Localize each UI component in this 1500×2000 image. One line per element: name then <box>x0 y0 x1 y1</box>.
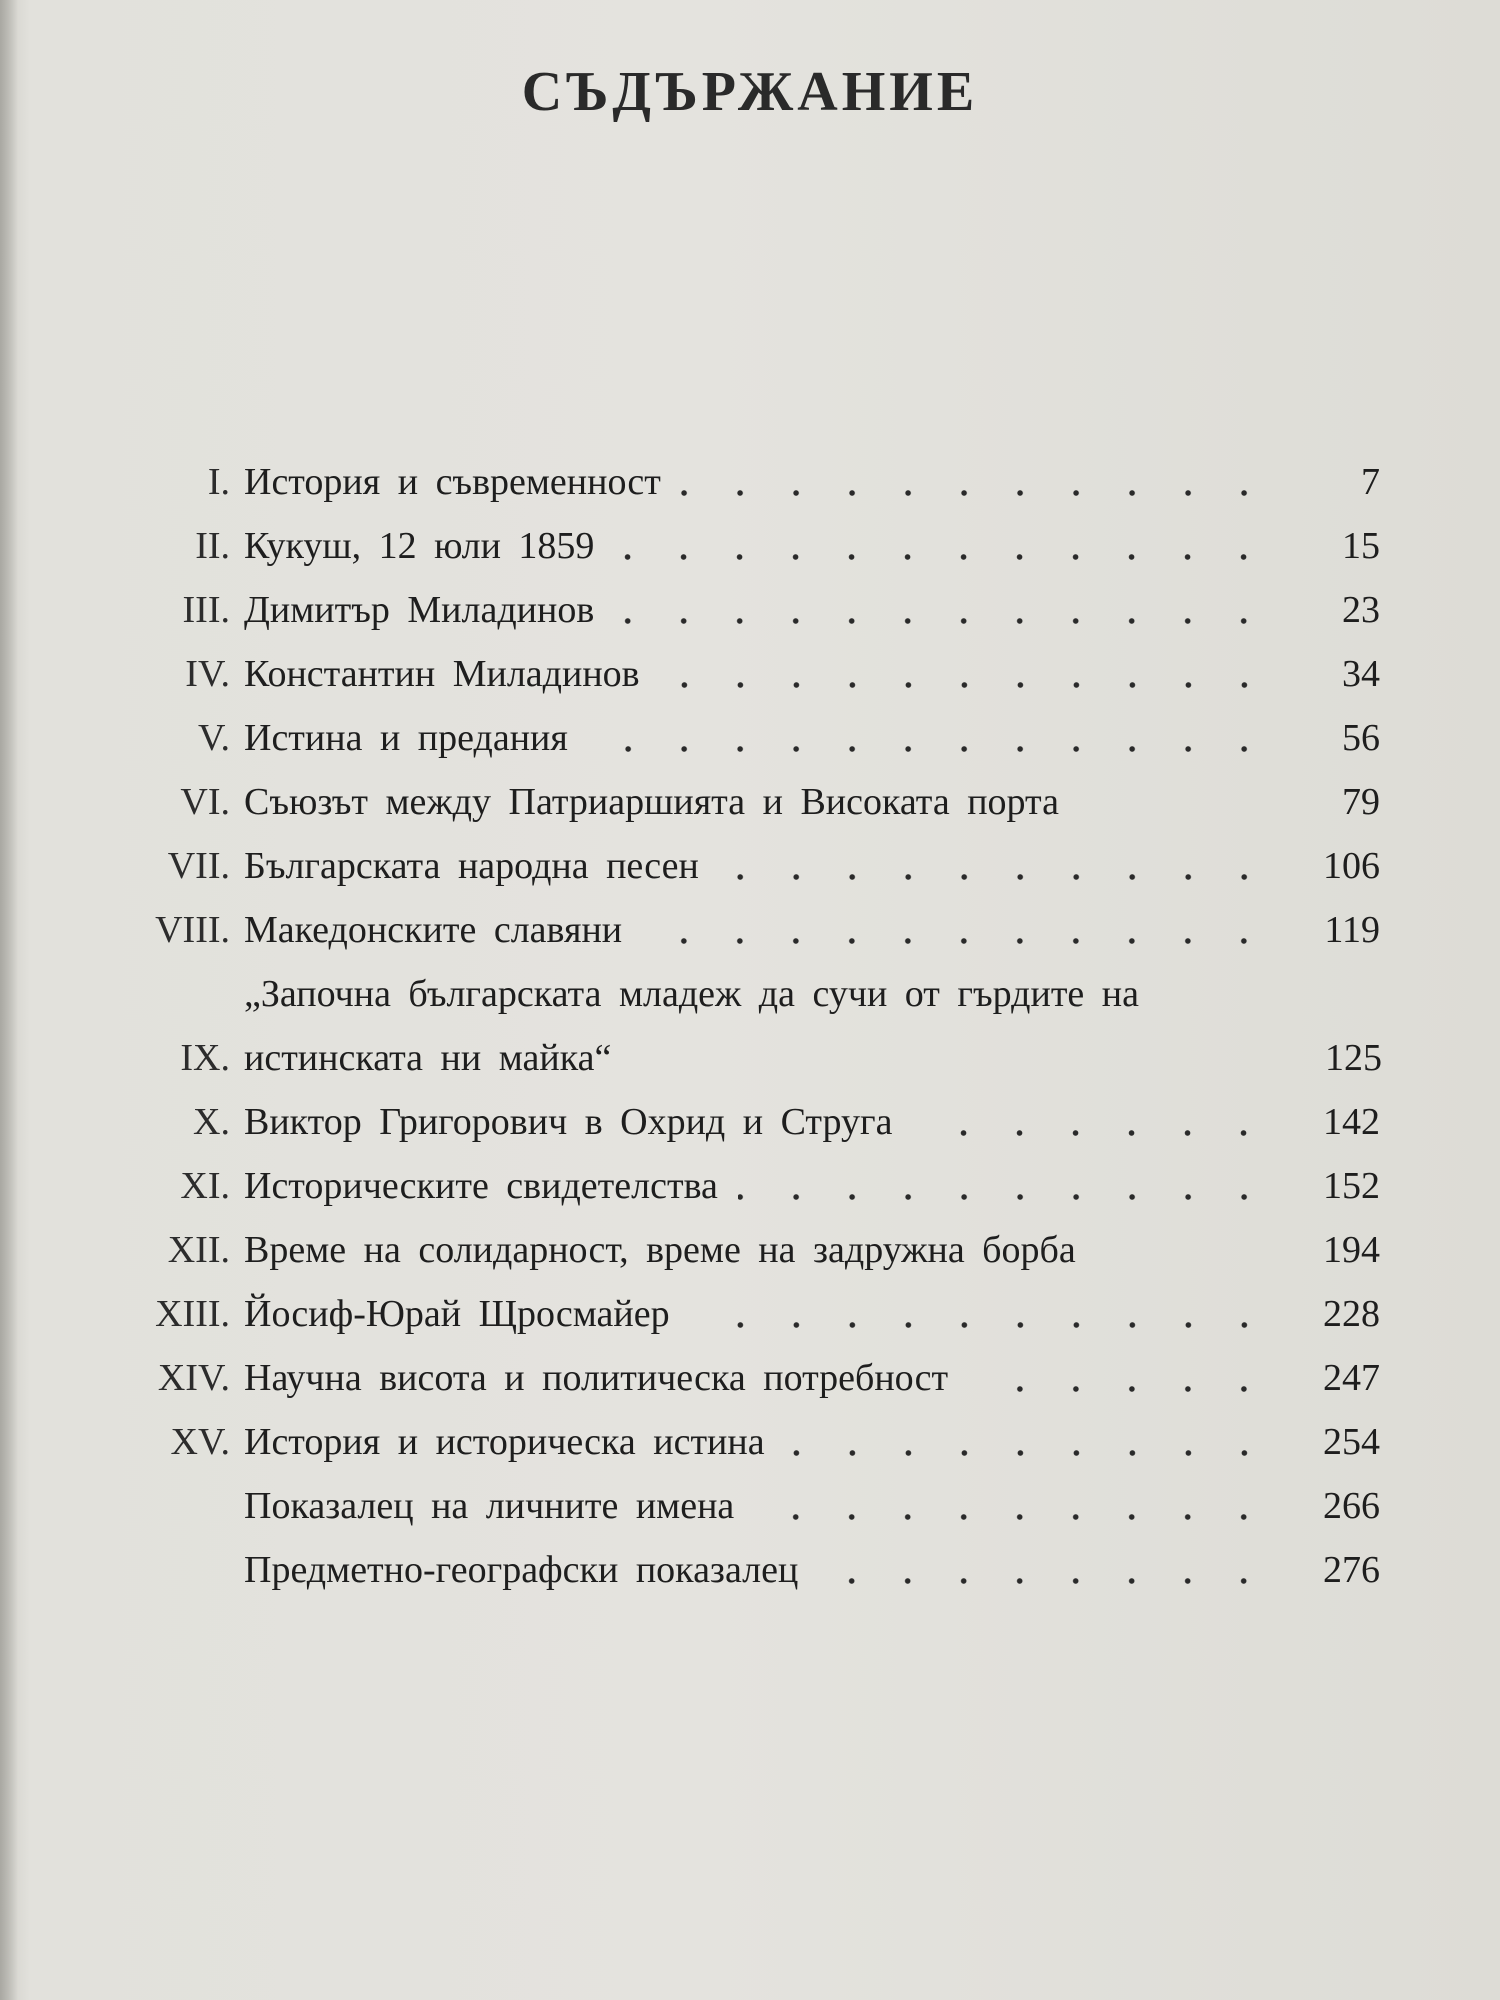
page-number: 276 <box>1323 1549 1380 1591</box>
dot-leader <box>681 488 1272 498</box>
chapter-title: Константин Миладинов <box>244 653 640 695</box>
page-number: 194 <box>1323 1229 1380 1271</box>
dot-leader <box>968 1384 1272 1394</box>
spine-shadow <box>0 0 18 2000</box>
chapter-number: XIV. <box>157 1357 230 1399</box>
dot-leader <box>588 744 1272 754</box>
chapter-number: V. <box>197 717 230 759</box>
chapter-title: Кукуш, 12 юли 1859 <box>244 525 595 567</box>
page-number: 125 <box>1325 1037 1382 1079</box>
page-number: 15 <box>1342 525 1380 567</box>
toc-entry <box>140 962 1380 1090</box>
chapter-title: Йосиф-Юрай Щросмайер <box>244 1293 670 1335</box>
toc-entry <box>140 834 1380 898</box>
chapter-number: IV. <box>185 653 230 695</box>
toc-entry <box>140 1410 1380 1474</box>
chapter-title: Предметно-географски показалец <box>244 1549 799 1591</box>
chapter-number: XI. <box>180 1165 230 1207</box>
dot-leader <box>614 552 1272 562</box>
page-number: 142 <box>1323 1101 1380 1143</box>
chapter-number: III. <box>182 589 230 631</box>
dot-leader <box>754 1512 1272 1522</box>
chapter-title: Димитър Миладинов <box>244 589 595 631</box>
toc-entry <box>140 1346 1380 1410</box>
toc-entry <box>140 1538 1380 1602</box>
toc-entry <box>140 1282 1380 1346</box>
chapter-number: VII. <box>167 845 230 887</box>
chapter-number: II. <box>195 525 230 567</box>
chapter-number: I. <box>207 461 230 503</box>
chapter-title: Виктор Григорович в Охрид и Струга <box>244 1101 893 1143</box>
page-number: 23 <box>1342 589 1380 631</box>
toc-entry <box>140 514 1380 578</box>
chapter-title: Българската народна песен <box>244 845 699 887</box>
chapter-title: История и съвременност <box>244 461 661 503</box>
chapter-number: IX. <box>180 1037 230 1079</box>
chapter-title: „Започна българската младеж да сучи от гърдите на истинската ни майка“ <box>244 973 1139 1079</box>
chapter-number: X. <box>193 1101 230 1143</box>
chapter-number: XII. <box>167 1229 230 1271</box>
dot-leader <box>912 1128 1272 1138</box>
dot-leader <box>818 1576 1272 1586</box>
chapter-title: Научна висота и политическа потребност <box>244 1357 949 1399</box>
page-number: 247 <box>1323 1357 1380 1399</box>
chapter-title: Съюзът между Патриаршията и Високата порта <box>244 781 1059 823</box>
page-number: 152 <box>1323 1165 1380 1207</box>
page-number: 79 <box>1342 781 1380 823</box>
chapter-number: VI. <box>180 781 230 823</box>
toc-entry <box>140 642 1380 706</box>
page-number: 266 <box>1323 1485 1380 1527</box>
chapter-title: История и историческа истина <box>244 1421 765 1463</box>
chapter-number: XIII. <box>155 1293 230 1335</box>
chapter-title: Истина и предания <box>244 717 568 759</box>
chapter-title: Историческите свидетелства <box>244 1165 718 1207</box>
toc-entry <box>140 1090 1380 1154</box>
dot-leader <box>660 680 1272 690</box>
page-number: 7 <box>1361 461 1380 503</box>
toc-entry <box>140 898 1380 962</box>
toc-entry <box>140 770 1380 834</box>
toc-entry <box>140 578 1380 642</box>
page-title: СЪДЪРЖАНИЕ <box>521 61 979 123</box>
chapter-title: Показалец на личните имена <box>244 1485 735 1527</box>
toc-entry <box>140 1154 1380 1218</box>
chapter-number: XV. <box>170 1421 230 1463</box>
dot-leader <box>719 872 1272 882</box>
page-number: 106 <box>1323 845 1380 887</box>
chapter-title: Македонските славяни <box>244 909 623 951</box>
toc-entry <box>140 1474 1380 1538</box>
page-number: 228 <box>1323 1293 1380 1335</box>
chapter-number: VIII. <box>155 909 230 951</box>
toc-entry <box>140 706 1380 770</box>
dot-leader <box>642 936 1272 946</box>
dot-leader <box>785 1448 1272 1458</box>
page-number: 56 <box>1342 717 1380 759</box>
dot-leader <box>738 1192 1272 1202</box>
page-number: 34 <box>1342 653 1380 695</box>
toc-entry <box>140 450 1380 514</box>
page-number: 119 <box>1324 909 1380 951</box>
table-of-contents <box>140 450 1380 1602</box>
page-number: 254 <box>1323 1421 1380 1463</box>
dot-leader <box>690 1320 1272 1330</box>
dot-leader <box>614 616 1272 626</box>
chapter-title: Време на солидарност, време на задружна борба <box>244 1229 1076 1271</box>
toc-entry <box>140 1218 1380 1282</box>
